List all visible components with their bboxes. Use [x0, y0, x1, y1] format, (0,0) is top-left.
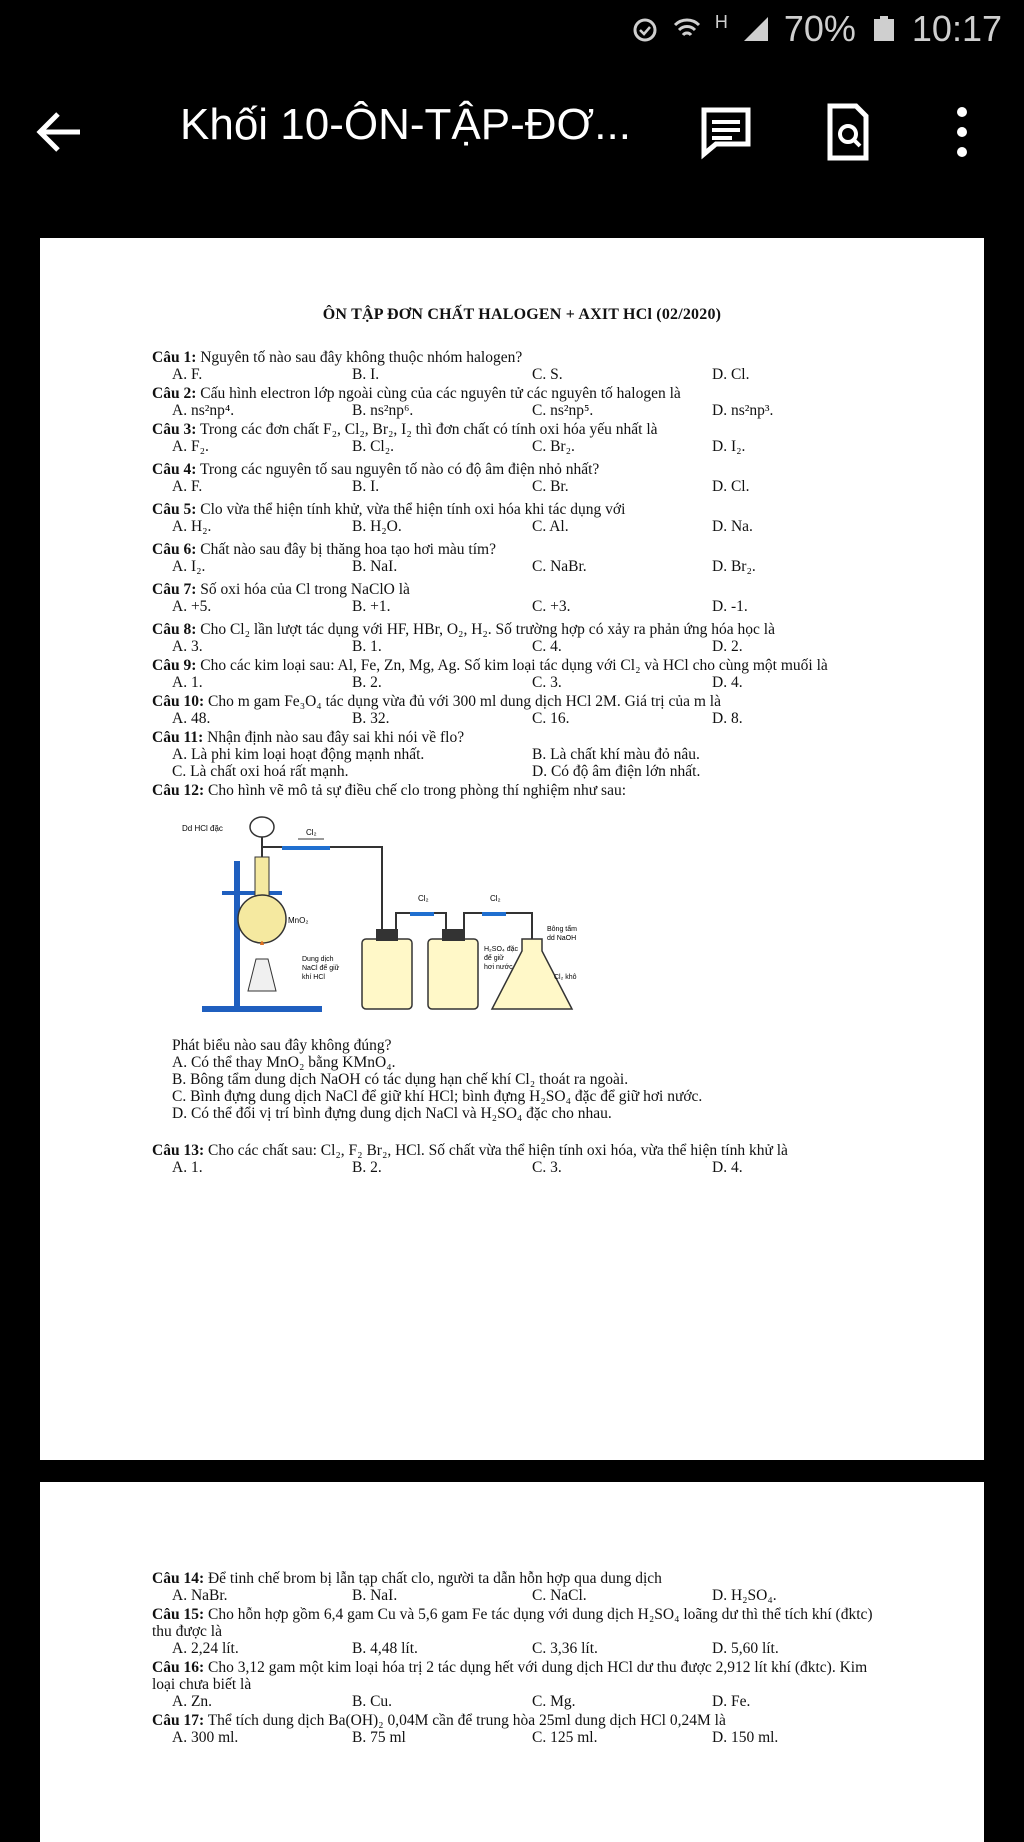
option-c: C. Là chất oxi hoá rất mạnh. [172, 763, 349, 780]
question-text: Cho hỗn hợp gồm 6,4 gam Cu và 5,6 gam Fe tác dụng với dung dịch H₂SO₄ loãng dư thì thể tích khí (đktc) thu được là [152, 1606, 873, 1640]
option-d: D. 4. [712, 1159, 743, 1176]
find-in-document-icon[interactable] [818, 102, 878, 162]
label-cl2-1: Cl₂ [306, 828, 317, 837]
question-number: Câu 11: [152, 729, 204, 746]
option-d: D. 2. [712, 638, 743, 655]
question-number: Câu 5: [152, 501, 197, 518]
question-text: Clo vừa thể hiện tính khử, vừa thể hiện tính oxi hóa khi tác dụng với [200, 501, 626, 518]
question-text: Trong các nguyên tố sau nguyên tố nào có độ âm điện nhỏ nhất? [199, 461, 600, 478]
burner [248, 959, 276, 991]
question-text: Cho m gam Fe₃O₄ tác dụng vừa đủ với 300 ml dung dịch HCl 2M. Giá trị của m là [207, 693, 721, 710]
page-2-content [152, 1568, 892, 1746]
page-1-content [152, 306, 892, 1176]
option-a: A. 1. [172, 1159, 203, 1176]
app-bar [0, 80, 1024, 180]
option-c: C. NaBr. [532, 558, 587, 575]
option-c: C. ns²np⁵. [532, 402, 594, 419]
question-number: Câu 14: [152, 1570, 205, 1587]
tube-highlight-1 [282, 846, 330, 850]
option-c: C. Br. [532, 478, 569, 495]
round-flask [238, 895, 286, 943]
label-cl2-3: Cl₂ [490, 894, 501, 903]
question-text: Nguyên tố nào sau đây không thuộc nhóm halogen? [200, 349, 523, 366]
option-a: A. 3. [172, 638, 203, 655]
question-number: Câu 8: [152, 621, 197, 638]
question-text: Cấu hình electron lớp ngoài cùng của các nguyên tử các nguyên tố halogen là [200, 385, 681, 402]
question-text: Cho các chất sau: Cl₂, F₂ Br₂, HCl. Số chất vừa thể hiện tính oxi hóa, vừa thể hiện tính khử là [207, 1142, 788, 1159]
h2so4-bottle [428, 939, 478, 1009]
question-12 [152, 782, 892, 799]
option-b: B. 32. [352, 710, 390, 727]
option-a: A. I₂. [172, 558, 206, 575]
question-2 [152, 385, 892, 419]
option-b: B. ns²np⁶. [352, 402, 414, 419]
option-c: C. 4. [532, 638, 562, 655]
question-7 [152, 581, 892, 615]
question-8 [152, 621, 892, 655]
tube-highlight-3 [482, 912, 506, 916]
option-a: A. NaBr. [172, 1587, 228, 1604]
option-b: B. 75 ml [352, 1729, 406, 1746]
question-13 [152, 1142, 892, 1176]
option-c: C. 3. [532, 1159, 562, 1176]
stand-clamp [222, 891, 282, 895]
document-heading: ÔN TẬP ĐƠN CHẤT HALOGEN + AXIT HCl (02/2020) [322, 306, 722, 323]
question-text: Để tinh chế brom bị lẫn tạp chất clo, người ta dẫn hỗn hợp qua dung dịch [207, 1570, 662, 1587]
question-17 [152, 1712, 892, 1746]
back-arrow-icon[interactable] [32, 104, 88, 160]
label-hcl: Dd HCl đặc [182, 824, 223, 833]
question-text: Nhận định nào sau đây sai khi nói về flo? [207, 729, 465, 746]
option-a: A. Có thể thay MnO₂ bằng KMnO₄. [172, 1054, 396, 1071]
option-a: A. 48. [172, 710, 211, 727]
cell-signal-icon [742, 15, 770, 43]
comment-icon[interactable] [696, 102, 756, 162]
wifi-icon [673, 15, 701, 43]
option-b: B. I. [352, 478, 380, 495]
option-d: D. H₂SO₄. [712, 1587, 777, 1604]
option-a: A. F. [172, 366, 203, 383]
option-b: B. 1. [352, 638, 382, 655]
question-3 [152, 421, 892, 455]
option-d: D. -1. [712, 598, 748, 615]
question-number: Câu 17: [152, 1712, 205, 1729]
question-5 [152, 501, 892, 535]
chlorine-apparatus-diagram [182, 811, 622, 1021]
question-4 [152, 461, 892, 495]
option-b: B. I. [352, 366, 380, 383]
signal-type-label: H [714, 11, 728, 32]
option-d: D. 8. [712, 710, 743, 727]
question-number: Câu 2: [152, 385, 197, 402]
question-number: Câu 15: [152, 1606, 205, 1623]
question-text: Trong các đơn chất F₂, Cl₂, Br₂, I₂ thì đơn chất có tính oxi hóa yếu nhất là [199, 421, 658, 438]
bottle-1-stopper [376, 929, 398, 941]
question-number: Câu 9: [152, 657, 197, 674]
option-d: D. 4. [712, 674, 743, 691]
question-10 [152, 693, 892, 727]
option-d: D. Cl. [712, 366, 750, 383]
option-d: D. Có thể đổi vị trí bình đựng dung dịch NaCl và H₂SO₄ đặc cho nhau. [172, 1105, 612, 1122]
option-c: C. Bình đựng dung dịch NaCl để giữ khí HCl; bình đựng H₂SO₄ đặc để giữ hơi nước. [172, 1088, 703, 1105]
question-text: Chất nào sau đây bị thăng hoa tạo hơi màu tím? [200, 541, 496, 558]
option-b: B. NaI. [352, 558, 398, 575]
label-nacl: Dung dịch NaCl để giữ khí HCl [302, 956, 340, 981]
question-text: Số oxi hóa của Cl trong NaClO là [200, 581, 410, 598]
question-6 [152, 541, 892, 575]
question-number: Câu 7: [152, 581, 197, 598]
option-d: D. Br₂. [712, 558, 756, 575]
question-text: Cho hình vẽ mô tả sự điều chế clo trong phòng thí nghiệm như sau: [207, 782, 627, 799]
question-number: Câu 4: [152, 461, 197, 478]
option-a: A. Là phi kim loại hoạt động mạnh nhất. [172, 746, 425, 763]
tube-highlight-2 [410, 912, 434, 916]
document-title: Khối 10-ÔN-TẬP-ĐƠ... [180, 100, 631, 149]
option-a: A. 300 ml. [172, 1729, 239, 1746]
option-c: C. S. [532, 366, 563, 383]
question-14 [152, 1570, 892, 1604]
question-number: Câu 13: [152, 1142, 205, 1159]
more-options-icon[interactable] [932, 102, 992, 162]
option-d: D. Có độ âm điện lớn nhất. [532, 763, 701, 780]
option-b: B. 4,48 lít. [352, 1640, 418, 1657]
label-cl2-2: Cl₂ [418, 894, 429, 903]
label-naoh: Bông tẩm dd NaOH [547, 926, 577, 942]
option-c: C. Br₂. [532, 438, 575, 455]
option-d: D. Cl. [712, 478, 750, 495]
option-c: C. Mg. [532, 1693, 576, 1710]
battery-icon [870, 15, 898, 43]
option-b: B. Là chất khí màu đỏ nâu. [532, 746, 700, 763]
option-c: C. 16. [532, 710, 570, 727]
bottle-2-stopper [442, 929, 464, 941]
option-a: A. 2,24 lít. [172, 1640, 239, 1657]
label-mno2: MnO₂ [288, 916, 309, 925]
question-11 [152, 729, 892, 780]
clock: 10:17 [911, 8, 1002, 49]
option-b: B. +1. [352, 598, 391, 615]
option-c: C. 125 ml. [532, 1729, 598, 1746]
option-a: A. +5. [172, 598, 212, 615]
option-c: C. Al. [532, 518, 569, 535]
dropping-funnel [250, 817, 274, 837]
option-d: D. I₂. [712, 438, 746, 455]
battery-percent: 70% [783, 8, 856, 49]
question-16 [152, 1659, 892, 1710]
option-d: D. 150 ml. [712, 1729, 779, 1746]
question-text: Cho các kim loại sau: Al, Fe, Zn, Mg, Ag. Số kim loại tác dụng với Cl₂ và HCl cho cùng một muối là [200, 657, 828, 674]
question-number: Câu 16: [152, 1659, 205, 1676]
status-bar [0, 0, 1024, 60]
option-a: A. F. [172, 478, 203, 495]
option-d: D. Fe. [712, 1693, 751, 1710]
flask-neck [255, 857, 269, 897]
label-h2so4: H₂SO₄ đặc để giữ hơi nước [484, 946, 518, 971]
document-page-2 [40, 1482, 984, 1842]
option-a: A. 1. [172, 674, 203, 691]
status-icons [631, 8, 1002, 50]
option-a: A. Zn. [172, 1693, 213, 1710]
option-d: D. 5,60 lít. [712, 1640, 779, 1657]
question-1 [152, 349, 892, 383]
question-number: Câu 6: [152, 541, 197, 558]
alarm-icon [631, 15, 659, 43]
option-a: A. F₂. [172, 438, 209, 455]
question-number: Câu 10: [152, 693, 205, 710]
question-number: Câu 12: [152, 782, 205, 799]
option-b: B. Cu. [352, 1693, 393, 1710]
option-c: C. +3. [532, 598, 571, 615]
stand-rod [234, 861, 240, 1009]
option-b: B. Cl₂. [352, 438, 395, 455]
question-number: Câu 1: [152, 349, 197, 366]
question-text: Cho Cl₂ lần lượt tác dụng với HF, HBr, O₂, H₂. Số trường hợp có xảy ra phản ứng hóa học là [200, 621, 775, 638]
option-b: B. H₂O. [352, 518, 402, 535]
option-d: D. ns²np³. [712, 402, 774, 419]
option-b: B. Bông tẩm dung dịch NaOH có tác dụng hạn chế khí Cl₂ thoát ra ngoài. [172, 1071, 629, 1088]
question-9 [152, 657, 892, 691]
question-15 [152, 1606, 892, 1657]
question-text: Cho 3,12 gam một kim loại hóa trị 2 tác dụng hết với dung dịch HCl dư thu được 2,912 lít khí (đktc). Kim loại chưa biết là [152, 1659, 868, 1693]
option-c: C. 3,36 lít. [532, 1640, 598, 1657]
option-d: D. Na. [712, 518, 753, 535]
q12-prompt: Phát biểu nào sau đây không đúng? [172, 1037, 392, 1054]
document-page-1 [40, 238, 984, 1460]
option-a: A. ns²np⁴. [172, 402, 235, 419]
option-c: C. 3. [532, 674, 562, 691]
option-b: B. 2. [352, 1159, 382, 1176]
stand-base [202, 1006, 322, 1012]
option-b: B. 2. [352, 674, 382, 691]
q12-options [152, 1054, 892, 1122]
option-c: C. NaCl. [532, 1587, 587, 1604]
nacl-bottle [362, 939, 412, 1009]
question-number: Câu 3: [152, 421, 197, 438]
label-cl2-dry: Cl₂ khô [554, 974, 577, 981]
question-text: Thể tích dung dịch Ba(OH)₂ 0,04M cần để trung hòa 25ml dung dịch HCl 0,24M là [207, 1712, 726, 1729]
option-b: B. NaI. [352, 1587, 398, 1604]
option-a: A. H₂. [172, 518, 212, 535]
